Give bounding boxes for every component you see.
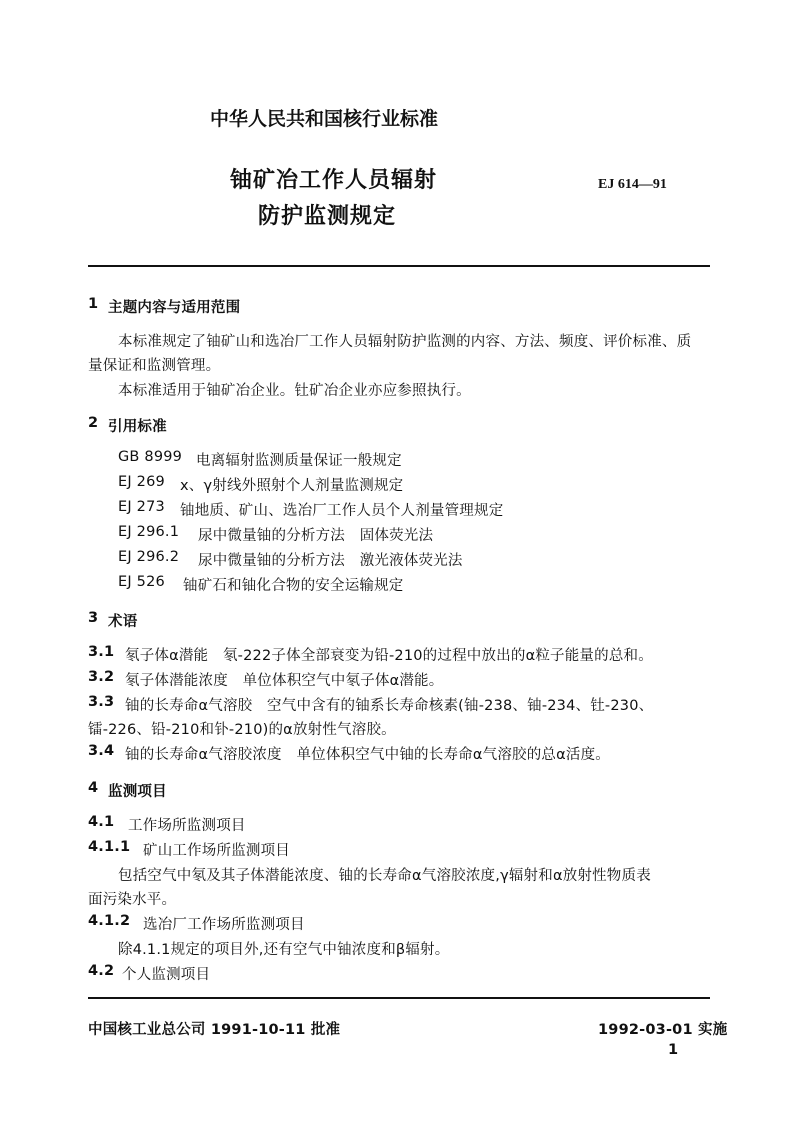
document-title-line2: 防护监测规定: [258, 204, 397, 229]
approval-statement: 中国核工业总公司 1991-10-11 批准: [88, 1022, 341, 1038]
term-3-2-number: 3.2: [88, 669, 115, 685]
term-3-2-text: 氡子体潜能浓度 单位体积空气中氡子体α潜能。: [125, 673, 444, 689]
page-number: 1: [668, 1042, 679, 1058]
clause-4-2-number: 4.2: [88, 963, 115, 979]
reference-title: 铀矿石和铀化合物的安全运输规定: [183, 578, 404, 594]
reference-code: EJ 269: [118, 474, 165, 490]
reference-code: GB 8999: [118, 449, 183, 465]
reference-title: 铀地质、矿山、选冶厂工作人员个人剂量管理规定: [180, 503, 504, 519]
reference-title: x、γ射线外照射个人剂量监测规定: [180, 478, 404, 494]
clause-4-2-title: 个人监测项目: [122, 967, 211, 983]
section-2-heading: 引用标准: [108, 419, 167, 435]
section-2-number: 2: [88, 415, 99, 431]
reference-code: EJ 526: [118, 574, 165, 590]
reference-code: EJ 296.1: [118, 524, 180, 540]
section-3-number: 3: [88, 610, 99, 626]
section-1-paragraph-2: 本标准适用于铀矿冶企业。钍矿冶企业亦应参照执行。: [118, 383, 471, 399]
standard-code: EJ 614—91: [598, 177, 667, 192]
reference-title: 电离辐射监测质量保证一般规定: [196, 453, 402, 469]
term-3-4-text: 铀的长寿命α气溶胶浓度 单位体积空气中铀的长寿命α气溶胶的总α活度。: [125, 747, 610, 763]
term-3-1-number: 3.1: [88, 644, 115, 660]
clause-4-1-1-line-2: 面污染水平。: [88, 892, 177, 908]
section-4-number: 4: [88, 780, 99, 796]
term-3-3-line-2: 镭-226、铅-210和钋-210)的α放射性气溶胶。: [88, 722, 396, 738]
section-1-heading: 主题内容与适用范围: [108, 300, 241, 316]
clause-4-1-number: 4.1: [88, 814, 115, 830]
clause-4-1-1-title: 矿山工作场所监测项目: [143, 843, 290, 859]
clause-4-1-2-title: 选冶厂工作场所监测项目: [143, 917, 305, 933]
clause-4-1-1-number: 4.1.1: [88, 839, 131, 855]
clause-4-1-2-text: 除4.1.1规定的项目外,还有空气中铀浓度和β辐射。: [118, 942, 450, 958]
section-3-heading: 术语: [108, 614, 138, 630]
term-3-1-text: 氡子体α潜能 氡-222子体全部衰变为铅-210的过程中放出的α粒子能量的总和。: [125, 648, 653, 664]
section-1-paragraph-1-line-1: 本标准规定了铀矿山和选冶厂工作人员辐射防护监测的内容、方法、频度、评价标准、质: [118, 334, 692, 350]
reference-code: EJ 273: [118, 499, 165, 515]
standard-category: 中华人民共和国核行业标准: [210, 108, 439, 130]
clause-4-1-2-number: 4.1.2: [88, 913, 131, 929]
implementation-date: 1992-03-01 实施: [598, 1022, 728, 1038]
term-3-4-number: 3.4: [88, 743, 115, 759]
clause-4-1-1-line-1: 包括空气中氡及其子体潜能浓度、铀的长寿命α气溶胶浓度,γ辐射和α放射性物质表: [118, 868, 651, 884]
clause-4-1-title: 工作场所监测项目: [128, 818, 246, 834]
term-3-3-number: 3.3: [88, 694, 115, 710]
footer-rule: [88, 997, 710, 999]
reference-title: 尿中微量铀的分析方法 固体荧光法: [198, 528, 434, 544]
term-3-3-line-1: 铀的长寿命α气溶胶 空气中含有的铀系长寿命核素(铀-238、铀-234、钍-230、: [125, 698, 654, 714]
section-1-number: 1: [88, 296, 99, 312]
section-4-heading: 监测项目: [108, 784, 167, 800]
reference-code: EJ 296.2: [118, 549, 180, 565]
document-title-line1: 铀矿冶工作人员辐射: [230, 168, 438, 193]
reference-title: 尿中微量铀的分析方法 激光液体荧光法: [198, 553, 463, 569]
section-1-paragraph-1-line-2: 量保证和监测管理。: [88, 358, 221, 374]
header-rule: [88, 265, 710, 267]
